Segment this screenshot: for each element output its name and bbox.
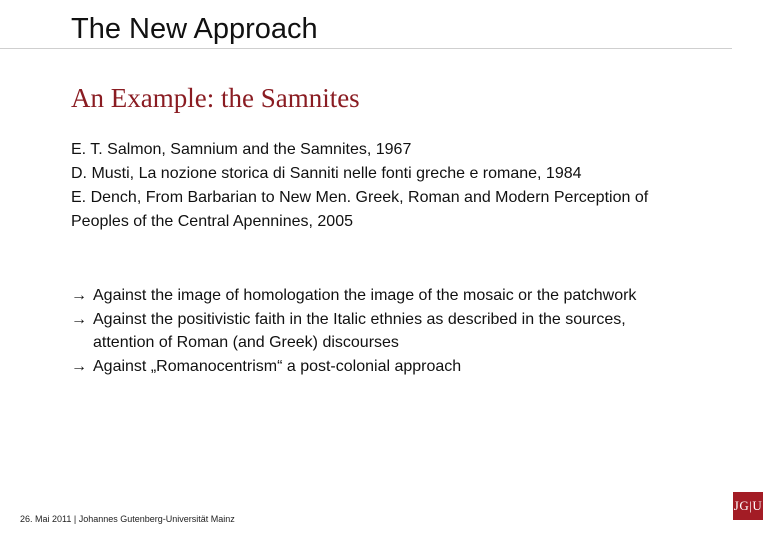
argument-item bbox=[71, 284, 671, 308]
university-logo bbox=[733, 492, 763, 520]
argument-text: Against the image of homologation the image of the mosaic or the patchwork bbox=[93, 287, 637, 304]
arrow-right-icon: → bbox=[71, 310, 87, 328]
footer-text: 26. Mai 2011 | Johannes Gutenberg-Universität Mainz bbox=[20, 514, 235, 524]
title-divider bbox=[0, 48, 732, 49]
arrow-right-icon: → bbox=[71, 287, 87, 304]
argument-item bbox=[71, 355, 671, 379]
reference-item: D. Musti, La nozione storica di Sanniti nelle fonti greche e romane, 1984 bbox=[71, 165, 582, 182]
logo-text: JG|U bbox=[733, 498, 763, 513]
arguments-list bbox=[71, 284, 671, 378]
argument-text: Against the positivistic faith in the Italic ethnies as described in the sources, attention of Roman (and Greek) discourses bbox=[93, 310, 626, 351]
reference-item: E. Dench, From Barbarian to New Men. Greek, Roman and Modern Perception of Peoples of the Central Apennines, 2005 bbox=[71, 189, 649, 230]
slide-title: The New Approach bbox=[71, 13, 318, 45]
argument-text: Against „Romanocentrism“ a post-colonial approach bbox=[93, 357, 462, 375]
slide-subtitle: An Example: the Samnites bbox=[71, 83, 360, 113]
argument-item bbox=[71, 308, 671, 355]
reference-item: E. T. Salmon, Samnium and the Samnites, 1967 bbox=[71, 141, 412, 158]
references-list bbox=[71, 138, 671, 234]
arrow-right-icon: → bbox=[71, 357, 87, 375]
